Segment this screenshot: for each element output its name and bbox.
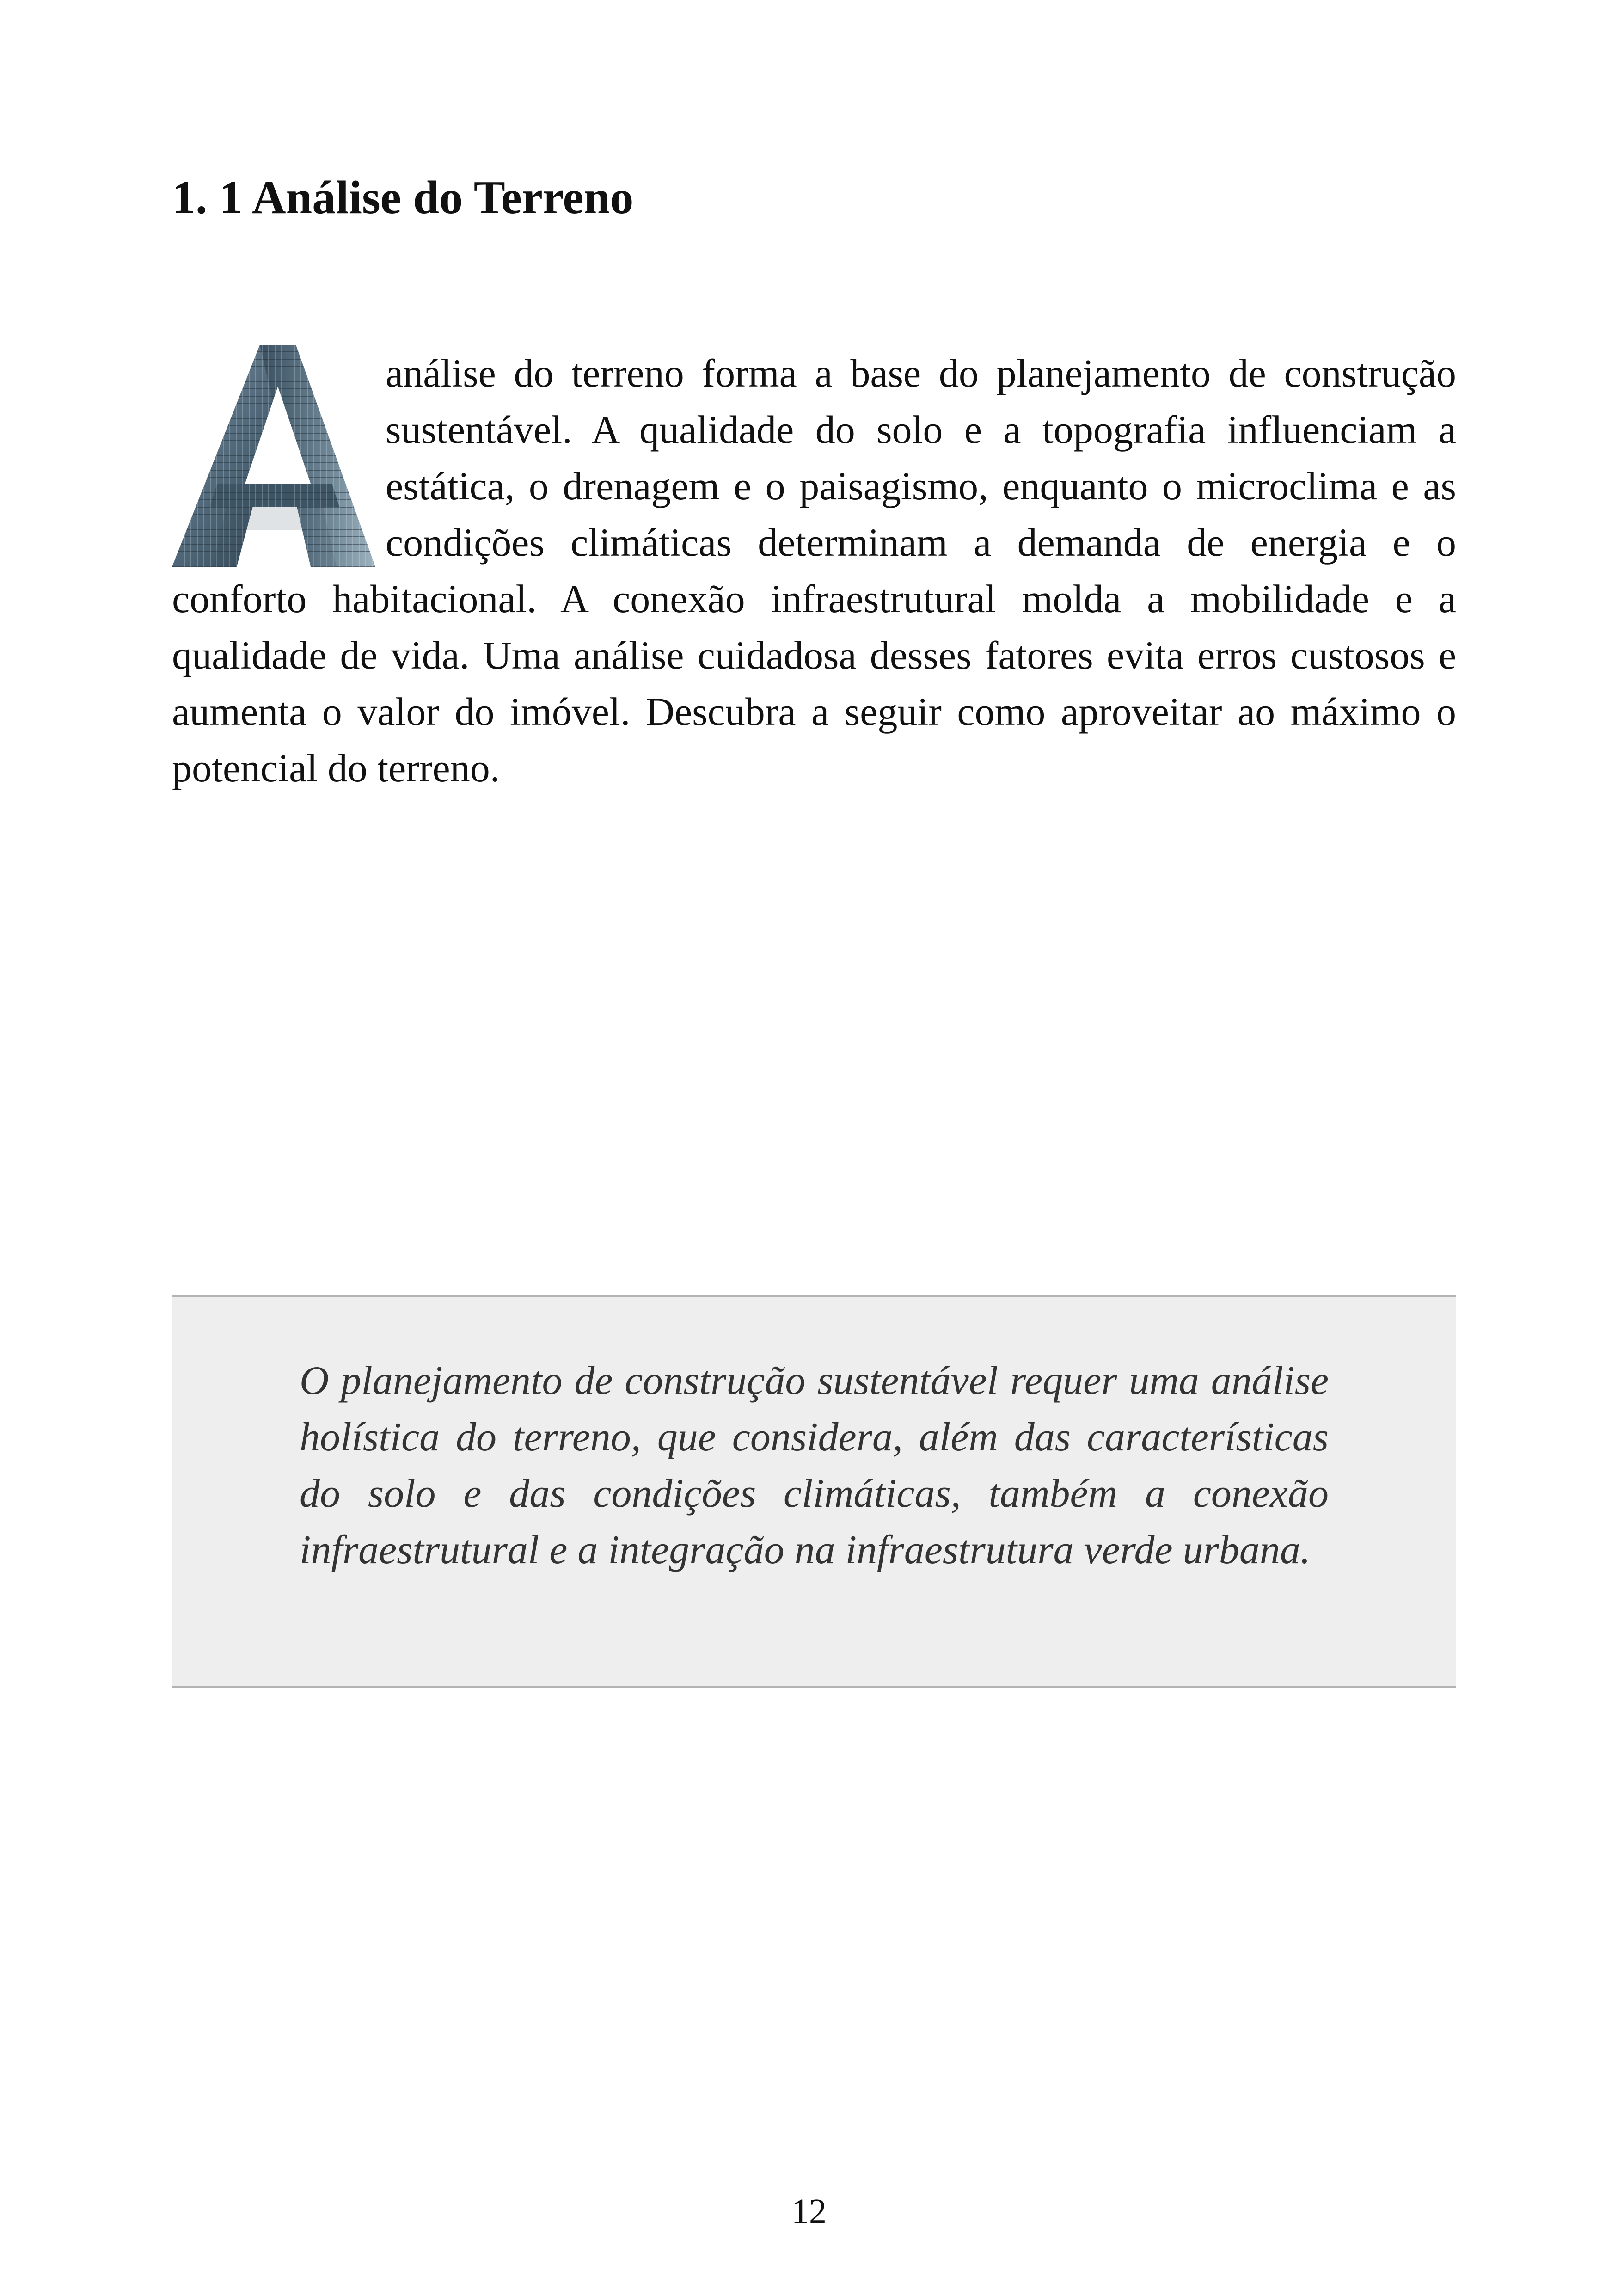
callout-text: O planejamento de construção sustentável requer uma análise holística do terreno, que considera, além das características do solo e das condições climáticas, também a conexão infraestrutural e a integração na infraestrutura verde urbana. xyxy=(300,1358,1329,1572)
intro-paragraph xyxy=(172,345,1456,796)
callout-box xyxy=(172,1295,1456,1688)
intro-text: análise do terreno forma a base do planejamento de construção sustentável. A qualidade do solo e a topografia influenciam a estática, o drenagem e o paisagismo, enquanto o microclima e as condições climáticas determinam a demanda de energia e o conforto habitacional. A conexão infraestrutural molda a mobilidade e a qualidade de vida. Uma análise cuidadosa desses fatores evita erros custosos e aumenta o valor do imóvel. Descubra a seguir como aproveitar ao máximo o potencial do terreno. xyxy=(172,351,1456,790)
skyscraper-letter-a-icon xyxy=(172,345,375,567)
dropcap-letter-image xyxy=(172,345,375,567)
section-heading: 1. 1 Análise do Terreno xyxy=(172,172,634,224)
page-number: 12 xyxy=(791,2192,827,2231)
